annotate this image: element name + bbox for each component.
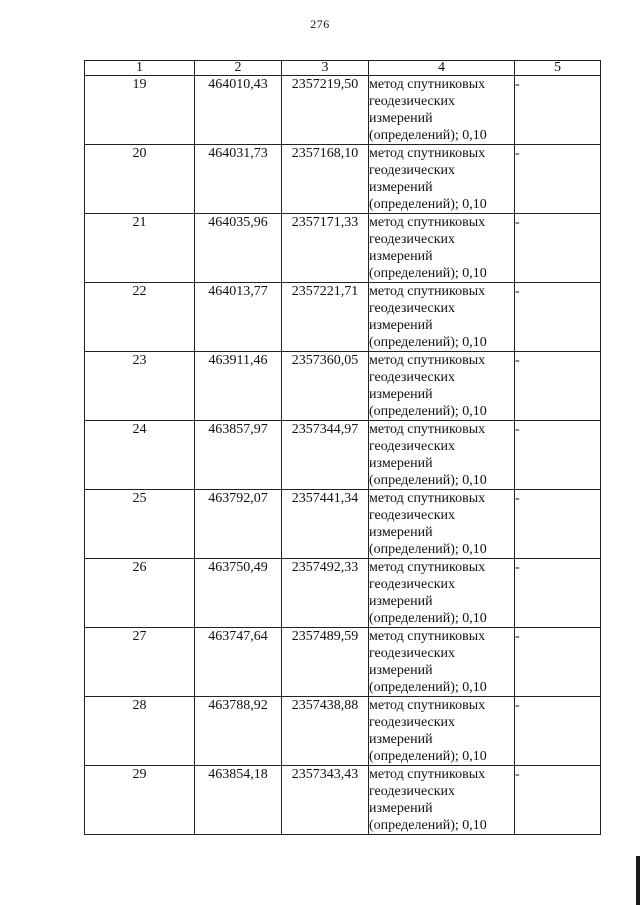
point-number-cell: 28	[85, 697, 195, 766]
y-coordinate-cell: 2357344,97	[282, 421, 369, 490]
method-cell	[369, 628, 515, 697]
note-cell: -	[515, 145, 601, 214]
table-row	[85, 76, 601, 145]
method-cell	[369, 214, 515, 283]
table-row	[85, 766, 601, 835]
method-text-line: измерений	[369, 387, 433, 402]
note-cell: -	[515, 421, 601, 490]
method-text-line: метод спутниковых	[369, 629, 486, 644]
method-text-line: (определений); 0,10	[369, 611, 487, 626]
table-row	[85, 421, 601, 490]
method-text-line: метод спутниковых	[369, 77, 486, 92]
x-coordinate-cell: 463911,46	[195, 352, 282, 421]
point-number-cell: 19	[85, 76, 195, 145]
table-row	[85, 697, 601, 766]
x-coordinate-cell: 463747,64	[195, 628, 282, 697]
header-col-3: 3	[282, 61, 369, 76]
y-coordinate-cell: 2357219,50	[282, 76, 369, 145]
coordinates-table	[84, 60, 601, 835]
method-text-line: метод спутниковых	[369, 491, 486, 506]
method-text-line: (определений); 0,10	[369, 128, 487, 143]
point-number-cell: 25	[85, 490, 195, 559]
x-coordinate-cell: 464013,77	[195, 283, 282, 352]
method-text-line: измерений	[369, 249, 433, 264]
method-text-line: (определений); 0,10	[369, 818, 487, 833]
x-coordinate-cell: 463788,92	[195, 697, 282, 766]
method-text-line: геодезических	[369, 646, 456, 661]
edge-scan-mark	[636, 856, 640, 905]
method-text-line: (определений); 0,10	[369, 197, 487, 212]
page-number: 276	[310, 17, 330, 31]
note-cell: -	[515, 766, 601, 835]
note-cell: -	[515, 628, 601, 697]
method-text-line: геодезических	[369, 715, 456, 730]
table-row	[85, 559, 601, 628]
note-cell: -	[515, 490, 601, 559]
method-text-line: геодезических	[369, 232, 456, 247]
note-cell: -	[515, 283, 601, 352]
method-text-line: метод спутниковых	[369, 767, 486, 782]
method-cell	[369, 490, 515, 559]
method-text-line: геодезических	[369, 94, 456, 109]
table-row	[85, 628, 601, 697]
table-row	[85, 214, 601, 283]
y-coordinate-cell: 2357168,10	[282, 145, 369, 214]
method-cell	[369, 283, 515, 352]
y-coordinate-cell: 2357438,88	[282, 697, 369, 766]
method-text-line: метод спутниковых	[369, 698, 486, 713]
point-number-cell: 29	[85, 766, 195, 835]
x-coordinate-cell: 464031,73	[195, 145, 282, 214]
note-cell: -	[515, 76, 601, 145]
method-text-line: измерений	[369, 801, 433, 816]
point-number-cell: 20	[85, 145, 195, 214]
method-cell	[369, 559, 515, 628]
method-text-line: геодезических	[369, 508, 456, 523]
method-text-line: (определений); 0,10	[369, 335, 487, 350]
method-text-line: измерений	[369, 594, 433, 609]
x-coordinate-cell: 464035,96	[195, 214, 282, 283]
method-cell	[369, 145, 515, 214]
y-coordinate-cell: 2357360,05	[282, 352, 369, 421]
point-number-cell: 24	[85, 421, 195, 490]
x-coordinate-cell: 463792,07	[195, 490, 282, 559]
table-row	[85, 283, 601, 352]
method-cell	[369, 76, 515, 145]
method-cell	[369, 697, 515, 766]
header-col-1: 1	[85, 61, 195, 76]
method-cell	[369, 421, 515, 490]
method-cell	[369, 766, 515, 835]
y-coordinate-cell: 2357489,59	[282, 628, 369, 697]
method-cell	[369, 352, 515, 421]
header-row	[85, 61, 601, 76]
method-text-line: геодезических	[369, 439, 456, 454]
method-text-line: метод спутниковых	[369, 560, 486, 575]
table-header	[85, 61, 601, 76]
table-body	[85, 76, 601, 835]
method-text-line: геодезических	[369, 370, 456, 385]
header-col-2: 2	[195, 61, 282, 76]
method-text-line: (определений); 0,10	[369, 749, 487, 764]
point-number-cell: 21	[85, 214, 195, 283]
method-text-line: измерений	[369, 732, 433, 747]
table-row	[85, 352, 601, 421]
method-text-line: (определений); 0,10	[369, 473, 487, 488]
method-text-line: геодезических	[369, 577, 456, 592]
method-text-line: (определений); 0,10	[369, 266, 487, 281]
table-row	[85, 490, 601, 559]
method-text-line: метод спутниковых	[369, 146, 486, 161]
y-coordinate-cell: 2357492,33	[282, 559, 369, 628]
method-text-line: метод спутниковых	[369, 422, 486, 437]
y-coordinate-cell: 2357441,34	[282, 490, 369, 559]
method-text-line: геодезических	[369, 163, 456, 178]
method-text-line: (определений); 0,10	[369, 542, 487, 557]
note-cell: -	[515, 559, 601, 628]
point-number-cell: 22	[85, 283, 195, 352]
header-col-5: 5	[515, 61, 601, 76]
x-coordinate-cell: 463857,97	[195, 421, 282, 490]
note-cell: -	[515, 697, 601, 766]
y-coordinate-cell: 2357221,71	[282, 283, 369, 352]
method-text-line: метод спутниковых	[369, 284, 486, 299]
method-text-line: измерений	[369, 318, 433, 333]
x-coordinate-cell: 464010,43	[195, 76, 282, 145]
header-col-4: 4	[369, 61, 515, 76]
method-text-line: геодезических	[369, 301, 456, 316]
x-coordinate-cell: 463750,49	[195, 559, 282, 628]
note-cell: -	[515, 214, 601, 283]
point-number-cell: 26	[85, 559, 195, 628]
method-text-line: метод спутниковых	[369, 353, 486, 368]
method-text-line: геодезических	[369, 784, 456, 799]
method-text-line: (определений); 0,10	[369, 404, 487, 419]
method-text-line: измерений	[369, 663, 433, 678]
method-text-line: измерений	[369, 525, 433, 540]
note-cell: -	[515, 352, 601, 421]
y-coordinate-cell: 2357171,33	[282, 214, 369, 283]
x-coordinate-cell: 463854,18	[195, 766, 282, 835]
method-text-line: измерений	[369, 180, 433, 195]
point-number-cell: 23	[85, 352, 195, 421]
method-text-line: (определений); 0,10	[369, 680, 487, 695]
method-text-line: метод спутниковых	[369, 215, 486, 230]
y-coordinate-cell: 2357343,43	[282, 766, 369, 835]
point-number-cell: 27	[85, 628, 195, 697]
method-text-line: измерений	[369, 111, 433, 126]
method-text-line: измерений	[369, 456, 433, 471]
table-row	[85, 145, 601, 214]
